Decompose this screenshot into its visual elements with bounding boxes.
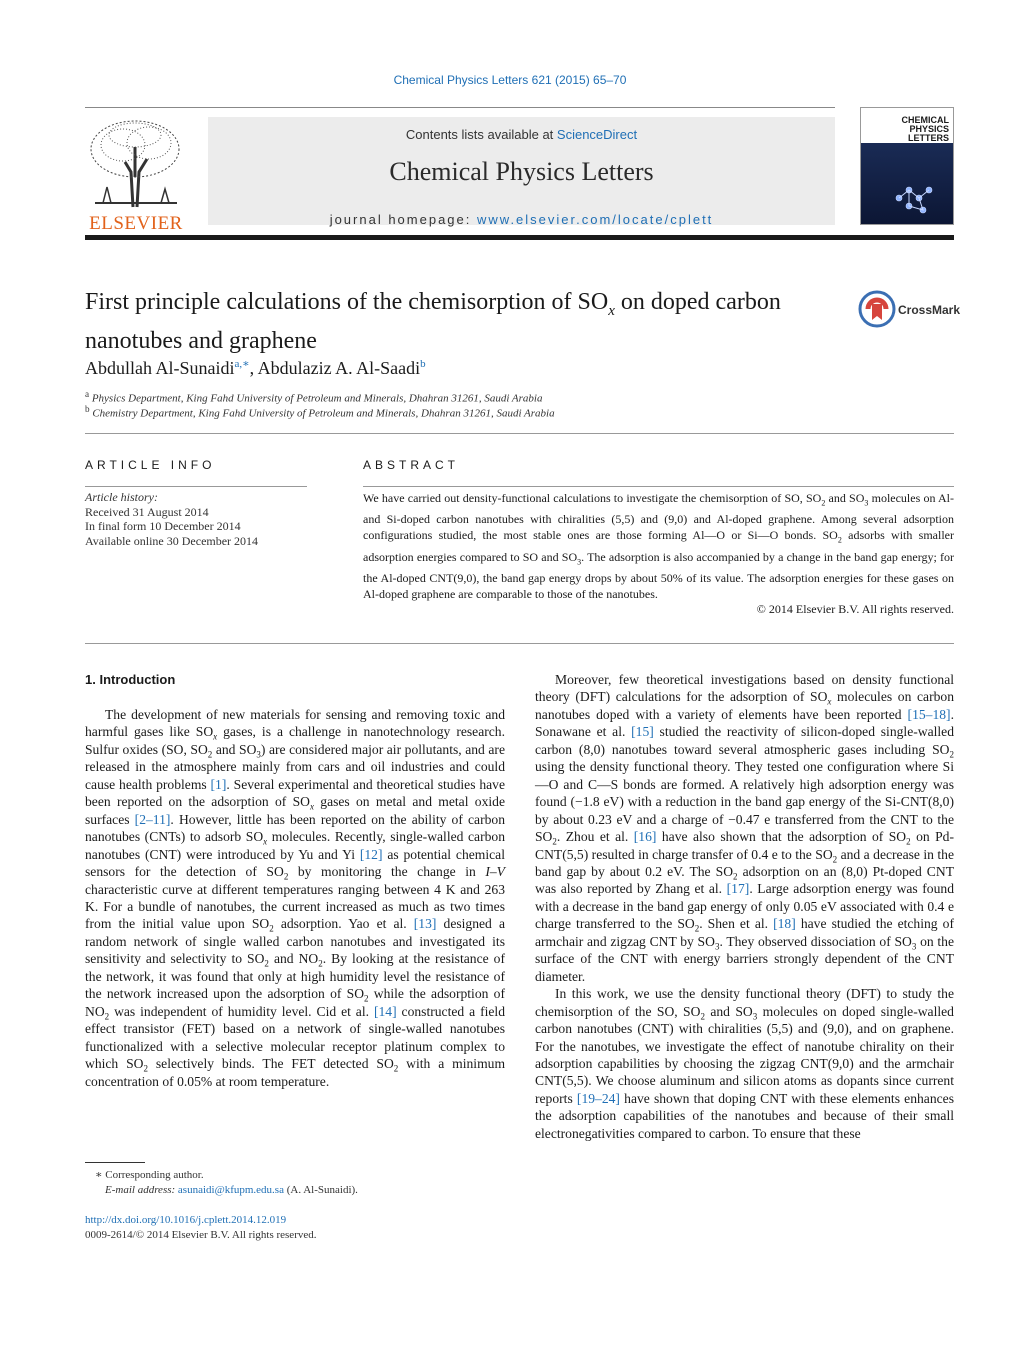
affiliation-a-marker: a <box>85 389 90 399</box>
masthead-rule <box>85 235 954 240</box>
author-1-affil[interactable]: a,∗ <box>234 358 250 370</box>
crossmark-icon <box>858 290 896 328</box>
affiliation-b <box>85 404 555 420</box>
affiliation-a-text: Physics Department, King Fahd University of Petroleum and Minerals, Dhahran 31261, Saudi Arabia <box>89 392 543 405</box>
ref-17-link[interactable]: [17] <box>726 881 750 897</box>
contents-prefix: Contents lists available at <box>405 127 557 142</box>
intro-right-column <box>535 671 954 1142</box>
intro-paragraph-2: Moreover, few theoretical investigations based on density functional theory (DFT) calculations for the adsorption of $SO_x$ molecules on carbon nanotubes doped with a variety of elements have been reported [15–18]. Sonawane et al. [15] studied the reactivity of silicon-doped single-walled carbon (8,0) nanotubes toward several atmospheric gases including $SO_2$ using the density functional theory. They tested one configuration where Si—O and C—S bonds are formed. A relatively high adsorption energy was found (−1.8 eV) with a reduction in the band gap energy of the Si-CNT(8,0) by about 0.23 eV and a charge of −0.47 e transferred from the CNT to the $SO_2$. Zhou et al. [16] have also shown that the adsorption of $SO_2$ on Pd-CNT(5,5) resulted in charge transfer of 0.4 e to the $SO_2$ and a decrease in the band gap by about 0.2 eV. The $SO_2$ adsorption on an (8,0) Pt-doped CNT was also reported by Zhang et al. [17]. Large adsorption energy was found with a decrease in the band gap energy of only 0.05 eV associated with 0.4 e charge transferred to the $SO_2$. Shen et al. [18] have studied the etching of armchair and zigzag CNT by $SO_3$. They observed dissociation of $SO_3$ on the surface of the CNT with energy barriers strongly dependent of the CNT diameter. <box>535 672 955 984</box>
homepage-prefix: journal homepage: <box>329 212 477 227</box>
email-link[interactable]: asunaidi@kfupm.edu.sa <box>177 1183 284 1196</box>
abstract-rule <box>363 486 954 487</box>
section-heading-introduction: 1. Introduction <box>85 672 176 687</box>
issn-line: 0009-2614/© 2014 Elsevier B.V. All rights reserved. <box>85 1228 317 1241</box>
history-heading: Article history: <box>85 490 158 504</box>
journal-banner <box>208 117 835 225</box>
ref-18-link[interactable]: [18] <box>773 916 796 932</box>
sciencedirect-link[interactable]: ScienceDirect <box>556 127 638 142</box>
intro-left-column <box>85 706 505 1090</box>
masthead <box>85 107 954 240</box>
ref-15-link[interactable]: [15] <box>631 724 654 740</box>
author-2[interactable]: Abdulaziz A. Al-Saadi <box>257 358 421 378</box>
top-rule <box>85 107 835 108</box>
ref-16-link[interactable]: [16] <box>633 829 657 845</box>
corresponding-author-label: ∗ Corresponding author. <box>95 1169 204 1181</box>
abstract-bottom-rule <box>85 643 954 644</box>
corresponding-author-footnote <box>85 1168 505 1197</box>
journal-citation[interactable]: Chemical Physics Letters 621 (2015) 65–70 <box>393 73 627 87</box>
homepage-line <box>208 212 835 227</box>
molecule-art-icon <box>891 168 941 218</box>
elsevier-logo[interactable] <box>85 117 187 235</box>
title-part2: on doped carbon nanotubes and graphene <box>85 289 781 354</box>
email-line <box>85 1183 505 1198</box>
history-online: Available online 30 December 2014 <box>85 533 259 548</box>
doi-link[interactable]: http://dx.doi.org/10.1016/j.cplett.2014.12.019 <box>85 1214 287 1226</box>
journal-name: Chemical Physics Letters <box>389 157 654 186</box>
ref-13-link[interactable]: [13] <box>413 916 437 932</box>
author-2-affil[interactable]: b <box>420 358 426 370</box>
ref-19-24-link[interactable]: [19–24] <box>576 1090 620 1106</box>
author-list <box>85 357 426 379</box>
elsevier-wordmark: ELSEVIER <box>89 213 183 234</box>
article-info-label: ARTICLE INFO <box>85 458 216 472</box>
intro-paragraph-3: In this work, we use the density functional theory (DFT) to study the chemisorption of the SO, $SO_2$ and $SO_3$ molecules on doped single-walled carbon nanotubes (CNT) with chiralities (5,5) and (9,0), and on graphene. For the nanotubes, we investigate the effect of nanotube chirality on their adsorption capabilities by choosing the zigzag CNT(9,0) and the armchair CNT(5,5). We choose aluminum and silicon atoms as dopants since current reports [19–24] have shown that doping CNT with these elements enhances the adsorption capabilities of the nanotubes and because of their small electronegativities compared to carbon. To ensure that these <box>535 986 954 1141</box>
abstract-copyright: © 2014 Elsevier B.V. All rights reserved. <box>756 602 954 616</box>
history-received: Received 31 August 2014 <box>85 504 209 519</box>
article-info-rule <box>85 486 307 487</box>
article-title <box>85 287 825 356</box>
author-separator: , <box>249 358 258 378</box>
email-label: E-mail address: <box>105 1183 178 1196</box>
journal-cover-thumbnail[interactable] <box>860 107 954 225</box>
crossmark-badge[interactable] <box>858 290 961 330</box>
title-subscript: x <box>608 302 615 319</box>
article-history <box>85 490 307 548</box>
history-revised: In final form 10 December 2014 <box>85 519 241 534</box>
ref-2-11-link[interactable]: [2–11] <box>134 811 171 827</box>
author-1[interactable]: Abdullah Al-Sunaidi <box>85 358 235 378</box>
crossmark-label: CrossMark <box>898 303 961 317</box>
intro-paragraph-1: The development of new materials for sensing and removing toxic and harmful gases like $SO_x$ gases, is a challenge in nanotechnology research. Sulfur oxides (SO, $SO_2$ and $SO_3$) are considered major air pollutants, and are released in the atmosphere mainly from cars and oil industries and could cause health problems [1]. Several experimental and theoretical studies have been reported on the adsorption of $SO_x$ gases on metal and metal oxide surfaces [2–11]. However, little has been reported on the ability of carbon nanotubes (CNTs) to adsorb $SO_x$ molecules. Recently, single-walled carbon nanotubes (CNT) were introduced by Yu and Yi [12] as potential chemical sensors for the detection of $SO_2$ by monitoring the change in I–V characteristic curve at different temperatures ranging between 4 K and 263 K. For a bundle of nanotubes, the current increased as much as two times from the initial value upon $SO_2$ adsorption. Yao et al. [13] designed a random network of single walled carbon nanotubes and investigated its sensitivity and selectivity to $SO_2$ and $NO_2$. By looking at the resistance of the network, it was found that only at high humidity level the resistance of the network increased upon the adsorption of $SO_2$ while the adsorption of $NO_2$ was independent of humidity level. Cid et al. [14] constructed a field effect transistor (FET) based on a network of single-walled nanotubes functionalized with a selective molecular receptor platinum complex to which $SO_2$ selectively binds. The FET detected $SO_2$ with a minimum concentration of 0.05% at room temperature. <box>85 707 506 1089</box>
contents-line <box>208 127 835 142</box>
email-suffix: (A. Al-Sunaidi). <box>283 1183 358 1196</box>
affiliation-rule <box>85 433 954 434</box>
ref-14-link[interactable]: [14] <box>373 1003 397 1019</box>
footnote-rule <box>85 1162 145 1163</box>
abstract-text: We have carried out density-functional calculations to investigate the chemisorption of SO, $SO_2$ and $SO_3$ molecules on Al- and Si-doped carbon nanotubes with chiralities (5,5) and (9,0) and Al-doped graphene. Among several adsorption configurations studied, the most stable ones are those forming Al—O or Si—O bonds. $SO_2$ adsorbs with smaller adsorption energies compared to SO and $SO_3$. The adsorption is also accompanied by a change in the band gap energy; for the Al-doped CNT(9,0), the band gap energy drops by about 50% of its value. The adsorption energies for these gases on Al-doped graphene are comparable to those of the nanotubes. <box>363 491 954 602</box>
ref-12-link[interactable]: [12] <box>359 846 383 862</box>
title-part1: First principle calculations of the chemisorption of SO <box>85 289 609 315</box>
cover-title: CHEMICAL PHYSICS LETTERS <box>901 115 949 143</box>
affiliation-a <box>85 389 542 405</box>
ref-15-18-link[interactable]: [15–18] <box>907 706 951 722</box>
journal-homepage-link[interactable]: www.elsevier.com/locate/cplett <box>477 212 714 227</box>
abstract-label: ABSTRACT <box>363 458 460 472</box>
ref-1-link[interactable]: [1] <box>210 776 227 792</box>
affiliation-b-text: Chemistry Department, King Fahd University of Petroleum and Minerals, Dhahran 31261, Saudi Arabia <box>89 407 555 420</box>
elsevier-tree-icon <box>85 117 187 211</box>
doi-block <box>85 1213 317 1242</box>
affiliation-b-marker: b <box>85 404 90 414</box>
